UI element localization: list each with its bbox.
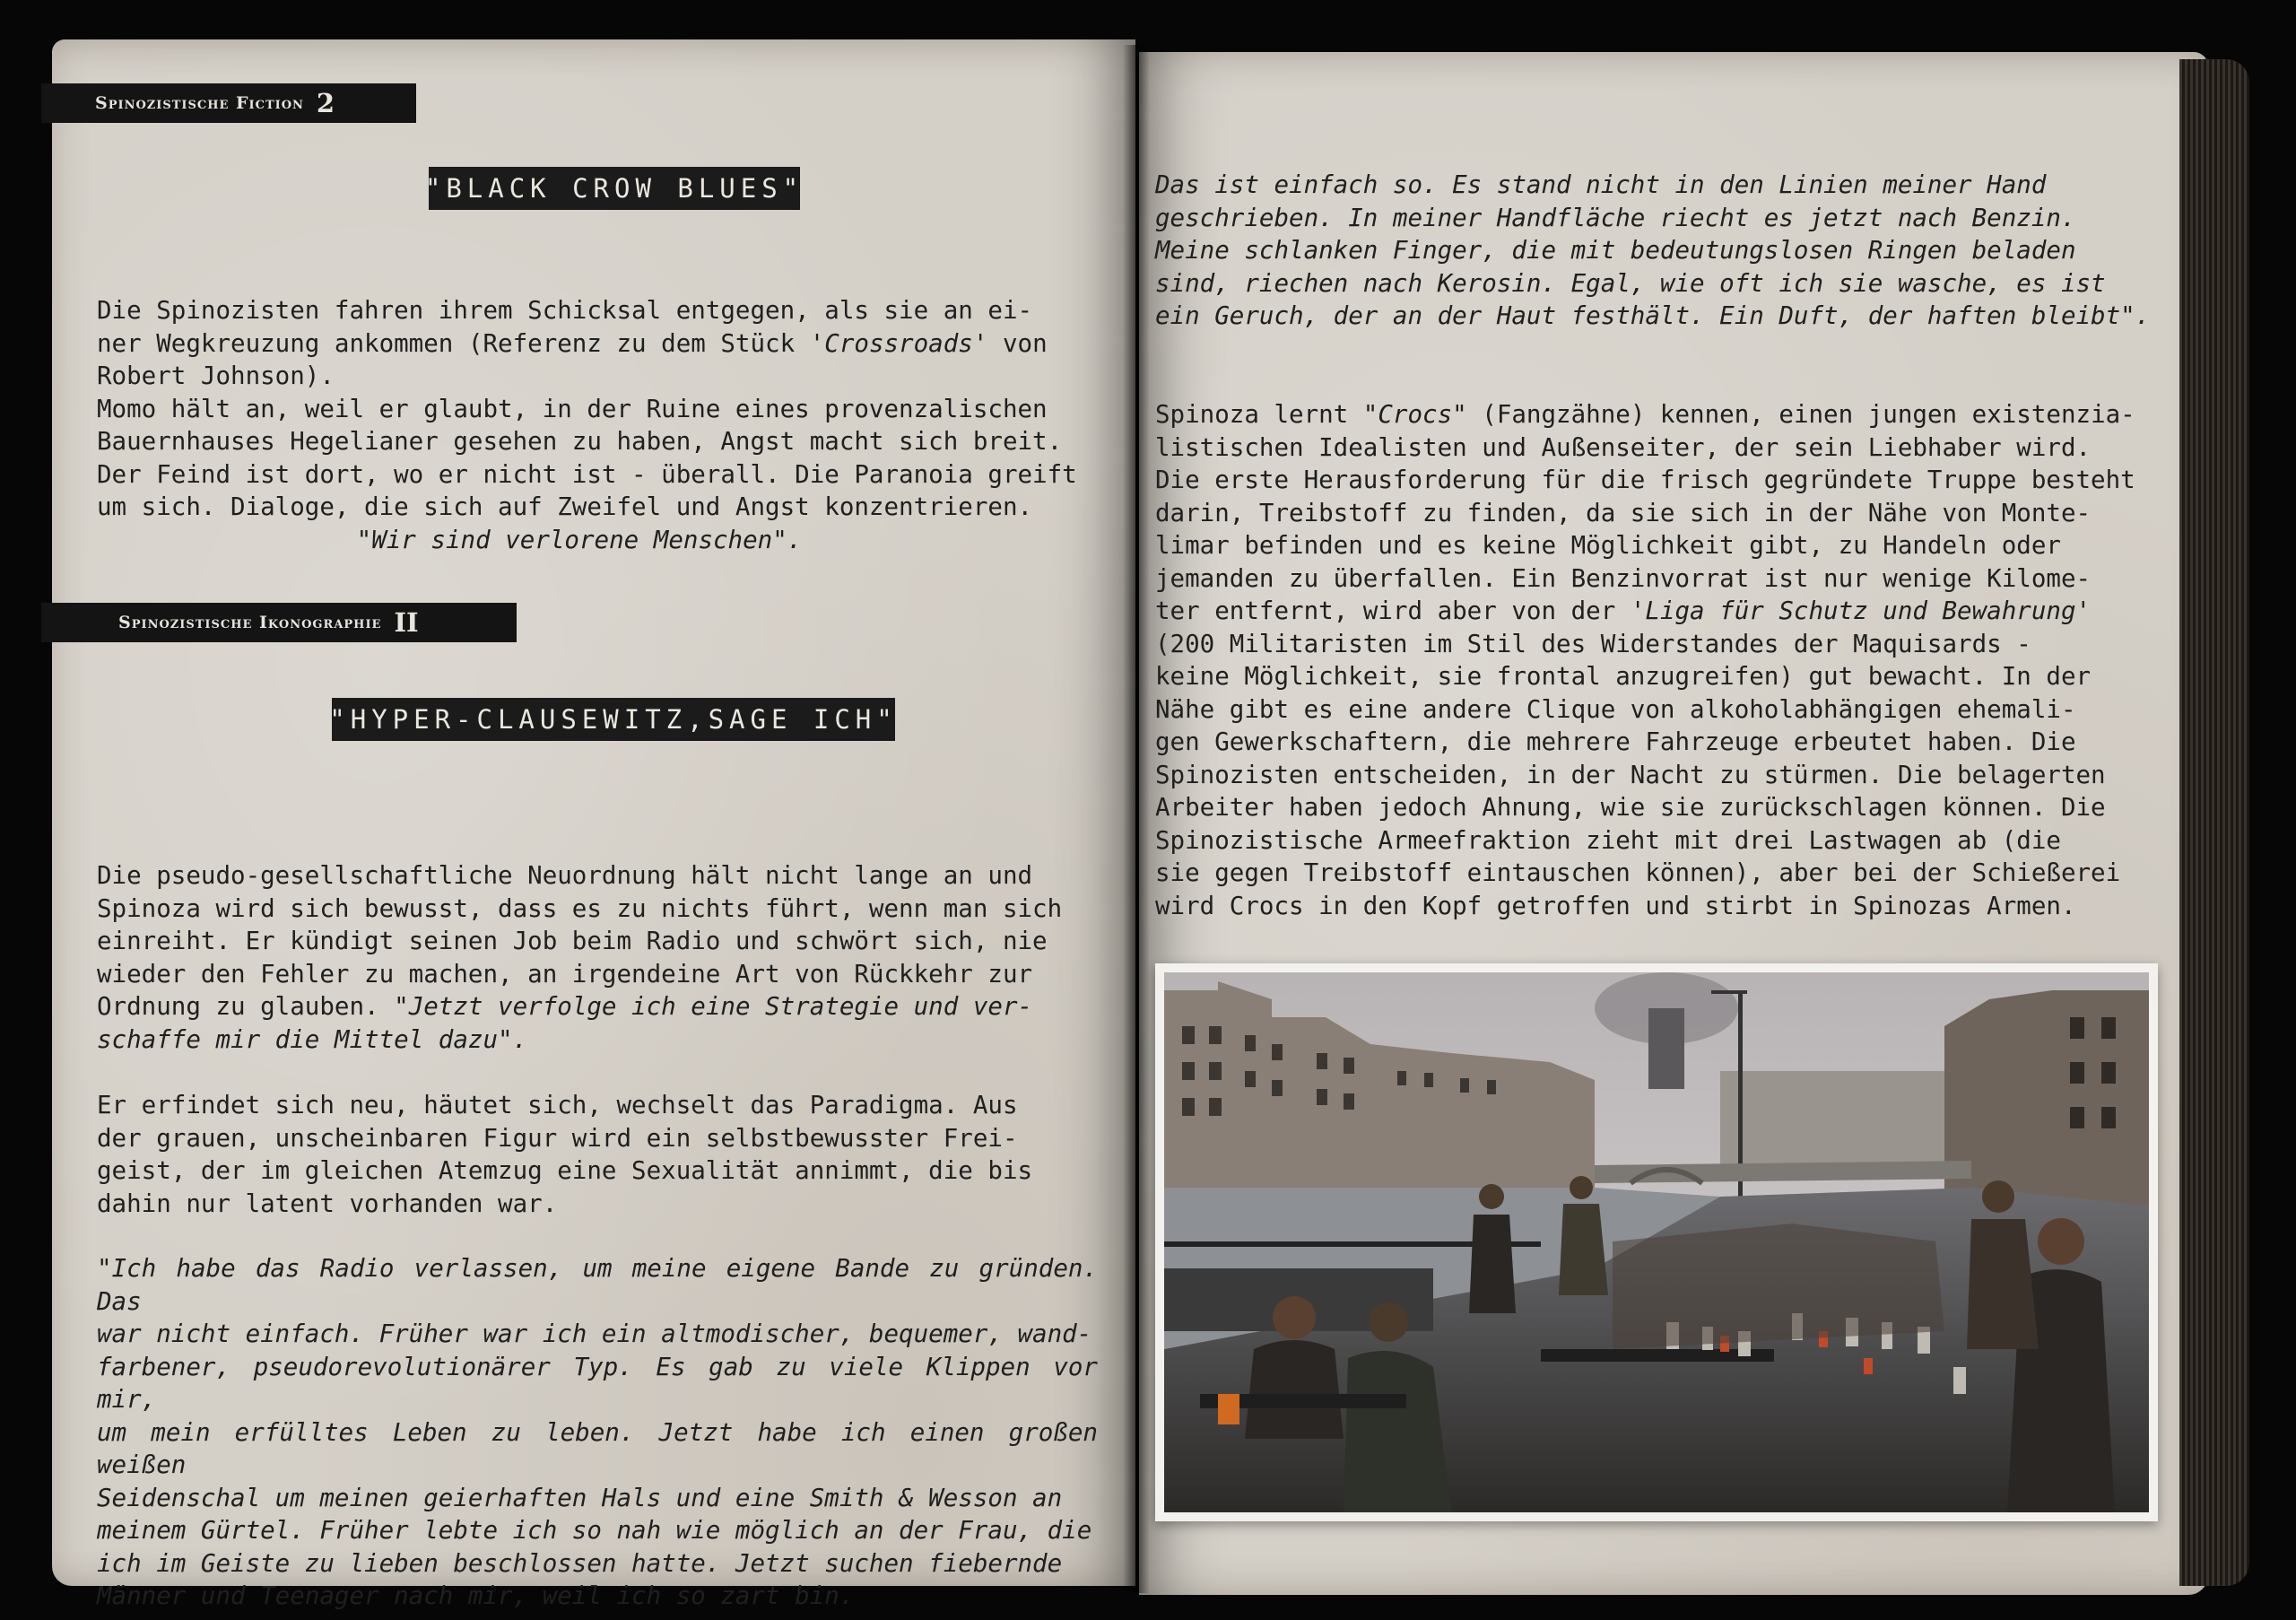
quote-benzin [1155, 169, 2161, 333]
chapter-title-black-crow-blues: "BLACK CROW BLUES" [429, 167, 800, 210]
page-edges [2179, 59, 2249, 1586]
text-line: geschrieben. In meiner Handfläche riecht es jetzt nach Benzin. [1155, 203, 2076, 232]
text-line: keine Möglichkeit, sie frontal anzugreifen) gut bewacht. In der [1155, 662, 2092, 691]
text-line: wieder den Fehler zu machen, an irgendeine Art von Rückkehr zur [97, 959, 1033, 989]
text-line: Das ist einfach so. Es stand nicht in den Linien meiner Hand [1155, 170, 2047, 199]
text-span: 'Crossroads' [809, 328, 988, 358]
text-span: "Crocs" [1362, 400, 1467, 429]
text-line: Arbeiter haben jedoch Ahnung, wie sie zurückschlagen können. Die [1155, 793, 2106, 822]
text-line: Nähe gibt es eine andere Clique von alkoholabhängigen ehemali- [1155, 694, 2076, 724]
street-scene-illustration [1164, 972, 2149, 1512]
text-line: Er erfindet sich neu, häutet sich, wechselt das Paradigma. Aus [97, 1091, 1018, 1119]
text-line: dahin nur latent vorhanden war. [97, 1189, 558, 1218]
text-line: ich im Geiste zu lieben beschlossen hatte. Jetzt suchen fiebernde [97, 1548, 1063, 1578]
text-line: "Ich habe das Radio verlassen, um meine eigene Bande zu gründen. Das [97, 1254, 1098, 1316]
section-tab-number: II [394, 607, 419, 638]
text-line: um sich. Dialoge, die sich auf Zweifel und Angst konzentrieren. [97, 492, 1033, 521]
text-line: gen Gewerkschaftern, die mehrere Fahrzeuge erbeutet haben. Die [1155, 727, 2076, 756]
text-line: Robert Johnson). [97, 361, 335, 390]
text-line: Spinozisten entscheiden, in der Nacht zu stürmen. Die belagerten [1155, 760, 2106, 789]
section-tab-number: 2 [316, 88, 335, 118]
text-line [97, 294, 1098, 327]
text-line [97, 327, 1098, 361]
text-line: sind, riechen nach Kerosin. Egal, wie oft ich sie wasche, es ist [1155, 268, 2106, 298]
text-span: ter entfernt, wird aber von der [1155, 597, 1631, 625]
text-line: einreiht. Er kündigt seinen Job beim Radio und schwört sich, nie [97, 927, 1048, 955]
text-line: wird Crocs in den Kopf getroffen und stirbt in Spinozas Armen. [1155, 891, 2076, 920]
text-line: geist, der im gleichen Atemzug eine Sexualität annimmt, die bis [97, 1156, 1033, 1185]
photo-street-market-icon [1164, 972, 2149, 1512]
text-span: ner Wegkreuzung ankommen (Referenz zu dem Stück [97, 328, 810, 358]
text-line: Bauernhauses Hegelianer gesehen zu haben, Angst macht sich breit. [97, 427, 1063, 456]
text-line: darin, Treibstoff zu finden, da sie sich in der Nähe von Monte- [1155, 498, 2092, 527]
quote-radio [97, 1252, 1098, 1613]
text-line [97, 990, 1098, 1023]
text-line [1155, 595, 2161, 628]
paragraph-paradigma [97, 1089, 1098, 1220]
text-line: um mein erfülltes Leben zu leben. Jetzt habe ich einen großen weißen [97, 1417, 1098, 1479]
paragraph-neuordnung [97, 859, 1098, 1056]
section-tab-ikonographie [41, 603, 517, 642]
paragraph-crossroads [97, 294, 1098, 556]
text-line: jemanden zu überfallen. Ein Benzinvorrat ist nur wenige Kilome- [1155, 563, 2092, 593]
text-span: "Jetzt verfolge ich eine Strategie und ver- [394, 992, 1033, 1021]
text-line: Meine schlanken Finger, die mit bedeutungslosen Ringen beladen [1155, 236, 2076, 265]
text-span: (Fangzähne) kennen, einen jungen existenzia- [1466, 400, 2135, 429]
text-line: der grauen, unscheinbaren Figur wird ein selbstbewusster Frei- [97, 1123, 1018, 1153]
text-line: (200 Militaristen im Stil des Widerstandes der Maquisards - [1155, 629, 2031, 658]
text-line: Die erste Herausforderung für die frisch gegründete Truppe besteht [1155, 466, 2135, 494]
text-line: ein Geruch, der an der Haut festhält. Ein Duft, der haften bleibt". [1155, 301, 2151, 330]
text-line: Seidenschal um meinen geierhaften Hals und eine Smith & Wesson an [97, 1483, 1063, 1512]
text-span: von [987, 328, 1048, 358]
text-line: war nicht einfach. Früher war ich ein altmodischer, bequemer, wand- [97, 1320, 1092, 1348]
text-span: Spinoza lernt [1155, 400, 1363, 429]
text-line [1155, 398, 2161, 431]
text-span: 'Liga für Schutz und Bewahrung' [1630, 597, 2092, 625]
text-span: Ordnung zu glauben. [97, 992, 395, 1021]
text-line: farbener, pseudorevolutionärer Typ. Es gab zu viele Klippen vor mir, [97, 1352, 1098, 1414]
text-line: schaffe mir die Mittel dazu". [97, 1024, 528, 1054]
section-tab-fiction [41, 83, 416, 123]
text-span: Die Spinozisten fahren ihrem Schicksal entgegen, als sie an ei- [97, 296, 1033, 325]
text-line: Der Feind ist dort, wo er nicht ist - überall. Die Paranoia greift [97, 459, 1077, 489]
text-line: sie gegen Treibstoff eintauschen können), aber bei der Schießerei [1155, 858, 2121, 887]
text-line: listischen Idealisten und Außenseiter, der sein Liebhaber wird. [1155, 432, 2092, 462]
text-line: Spinoza wird sich bewusst, dass es zu nichts führt, wenn man sich [97, 893, 1063, 923]
section-tab-label: Spinozistische Fiction [95, 93, 304, 113]
text-line: Männer und Teenager nach mir, weil ich so zart bin. [97, 1581, 855, 1610]
text-line: Die pseudo-gesellschaftliche Neuordnung hält nicht lange an und [97, 861, 1033, 890]
text-line: Momo hält an, weil er glaubt, in der Ruine eines provenzalischen [97, 394, 1048, 423]
text-line: limar befinden und es keine Möglichkeit gibt, zu Handeln oder [1155, 531, 2061, 560]
chapter-title-hyper-clausewitz: "HYPER-CLAUSEWITZ,SAGE ICH" [332, 698, 895, 741]
photo-frame [1155, 963, 2158, 1521]
text-line: Spinozistische Armeefraktion zieht mit drei Lastwagen ab (die [1155, 825, 2061, 855]
text-line: "Wir sind verlorene Menschen". [356, 525, 803, 554]
section-tab-label: Spinozistische Ikonographie [118, 613, 382, 632]
paragraph-crocs [1155, 398, 2161, 922]
book-spine [1123, 45, 1150, 1593]
text-line: meinem Gürtel. Früher lebte ich so nah wie möglich an der Frau, die [97, 1516, 1092, 1545]
